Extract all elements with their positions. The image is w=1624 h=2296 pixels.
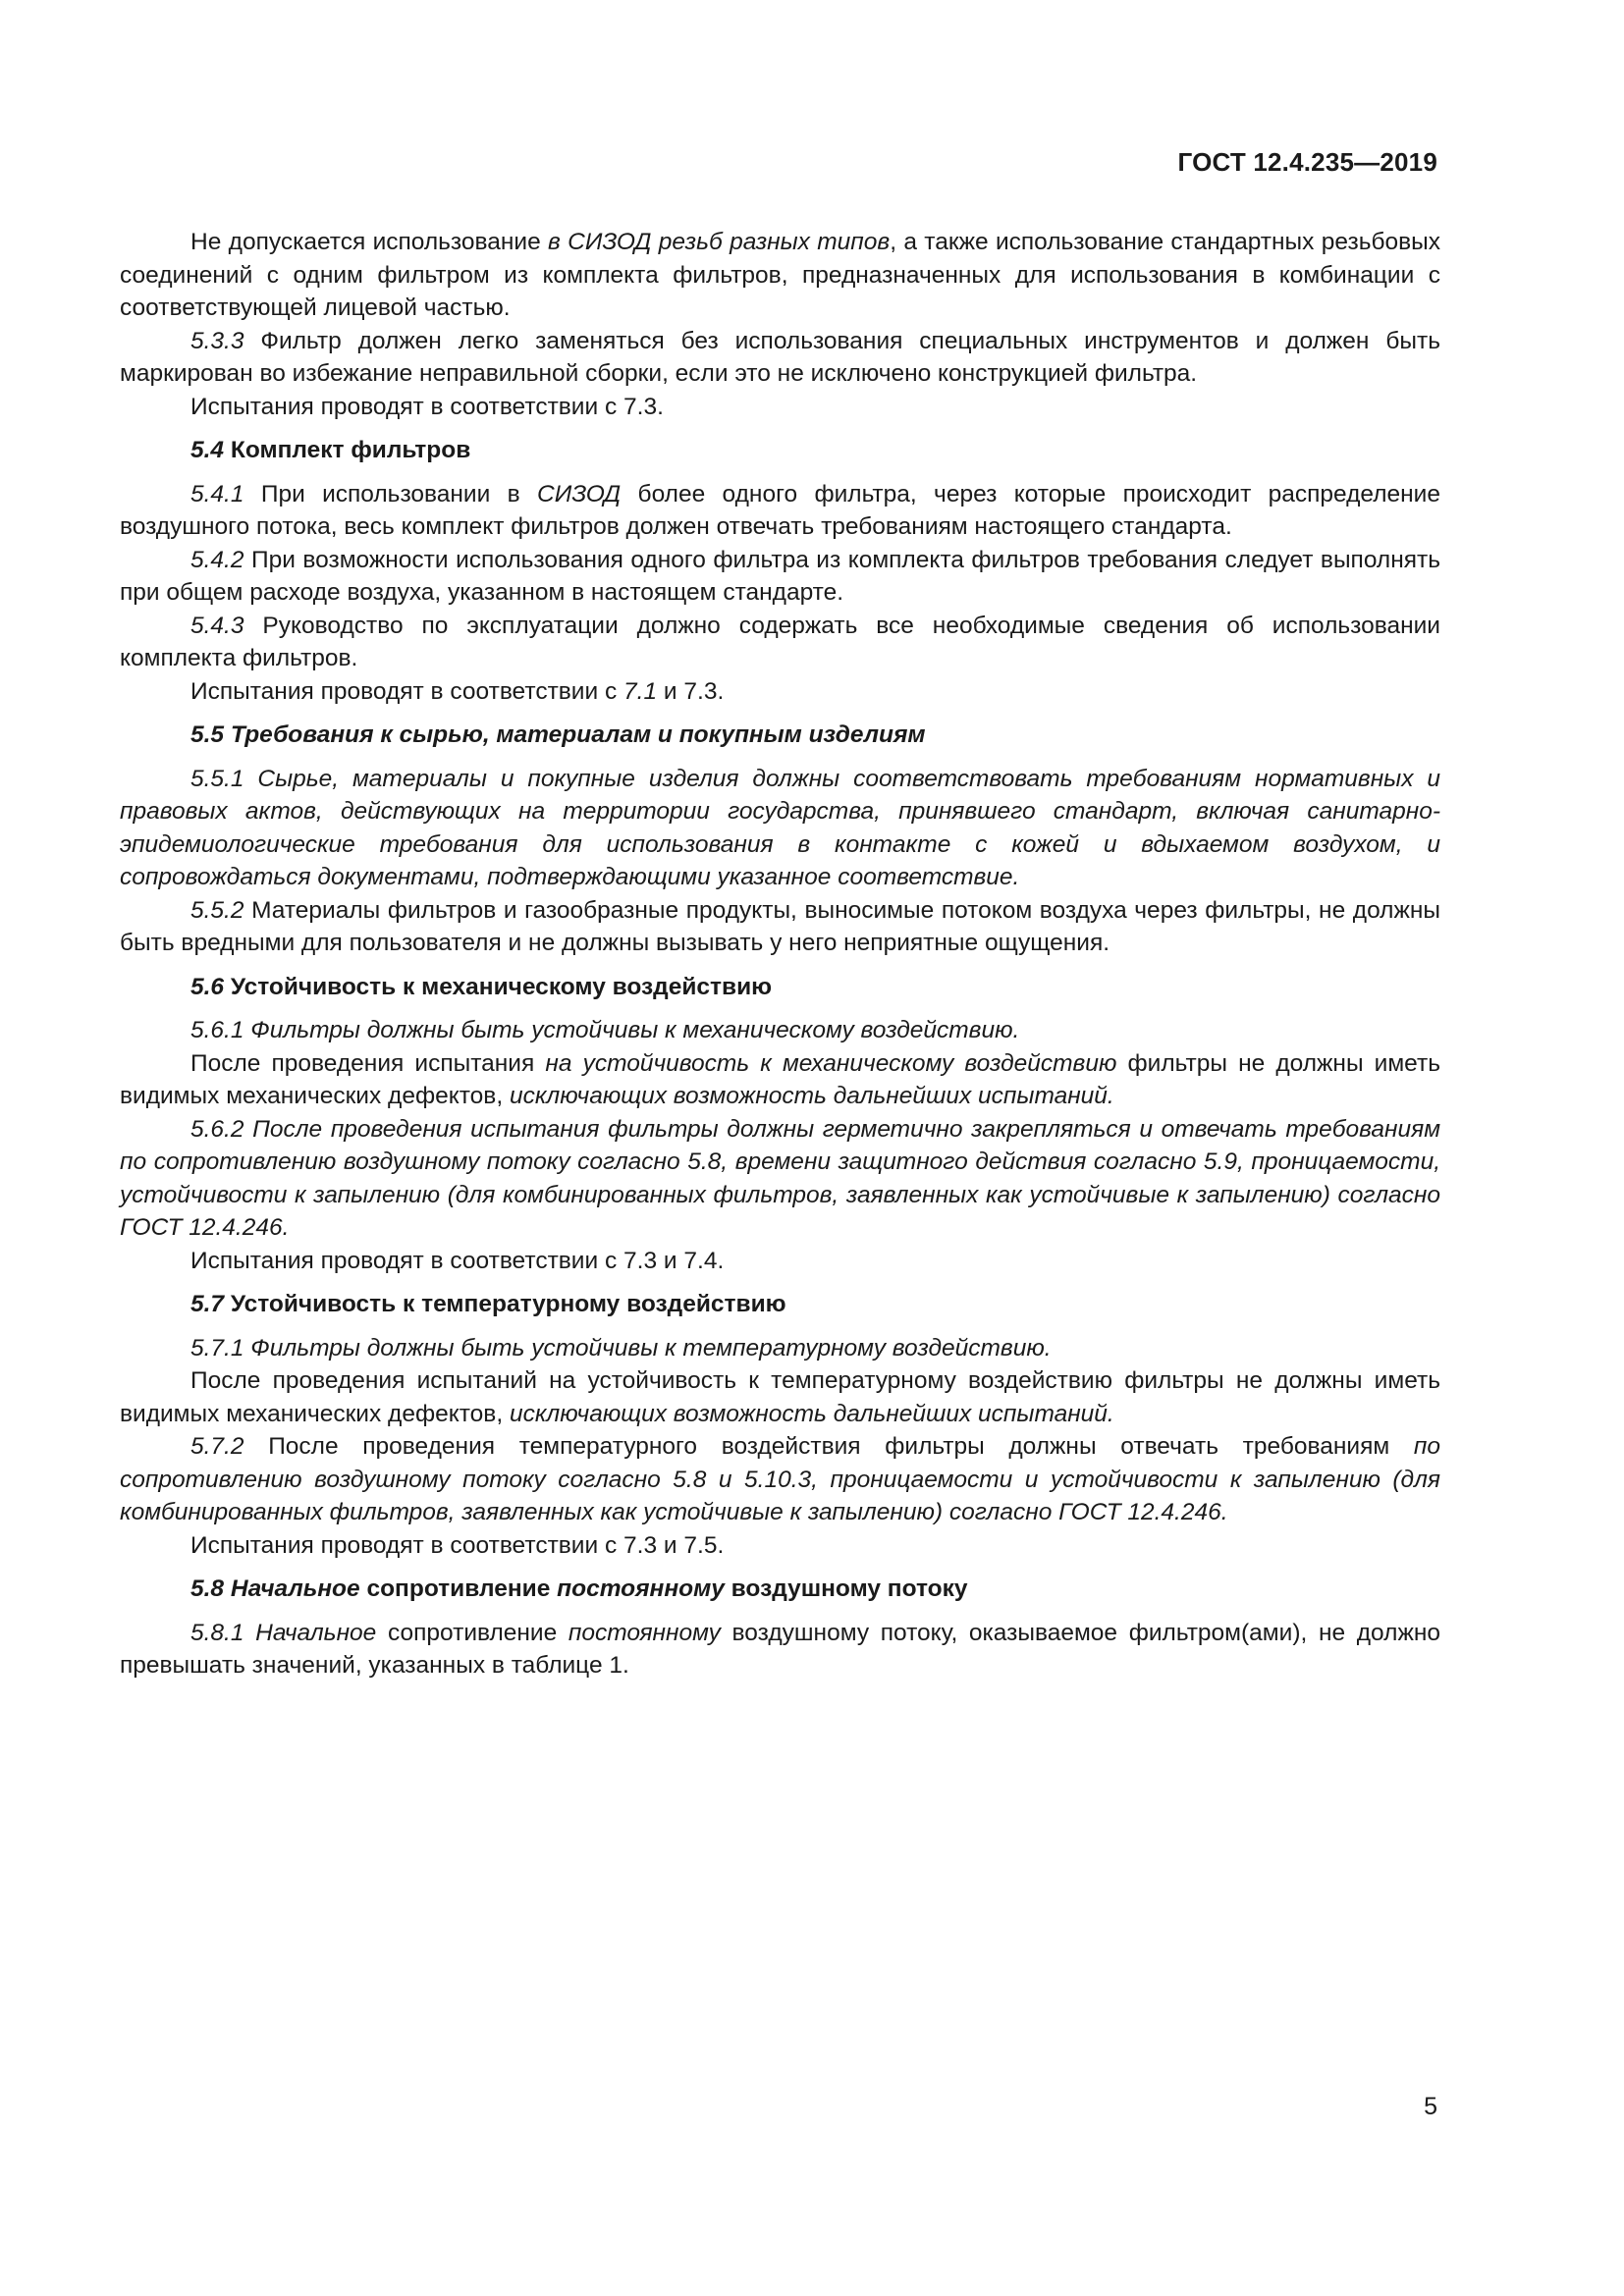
paragraph-threads: [120, 226, 1440, 325]
text-run: Руководство по эксплуатации должно содержать все необходимые сведения об использовании комплекта фильтров.: [120, 612, 1440, 671]
heading-text: Устойчивость к механическому воздействию: [224, 973, 773, 1000]
text-run: После проведения испытания: [190, 1049, 546, 1077]
heading-text: Комплект фильтров: [224, 437, 471, 463]
clause-number: 5.4.1: [190, 480, 244, 507]
heading-text: воздушному потоку: [724, 1575, 968, 1602]
heading-5-4: [190, 434, 1440, 467]
text-run: воздушному потоку, оказываемое фильтром(ами), не должно превышать значений, указанных в таблице 1.: [120, 1619, 1440, 1679]
paragraph-tests-7-5: Испытания проводят в соответствии с 7.3 и 7.5.: [190, 1531, 725, 1559]
text-run-italic: 7.1: [623, 677, 658, 705]
heading-5-6: [190, 971, 1440, 1004]
clause-number: 5.4.3: [190, 612, 244, 639]
text-run: Фильтр должен легко заменяться без использования специальных инструментов и должен быть маркирован во избежание неправильной сборки, если это не исключено конструкцией фильтра.: [120, 327, 1440, 387]
text-run-italic: 5.6.1 Фильтры должны быть устойчивы к механическому воздействию.: [190, 1017, 1020, 1043]
paragraph-5-4-3: [120, 610, 1440, 675]
paragraph-tests-7-3: Испытания проводят в соответствии с 7.3.: [190, 393, 664, 420]
paragraph-temp-after: [120, 1364, 1440, 1430]
text-run-italic: 5.7.1 Фильтры должны быть устойчивы к температурному воздействию.: [190, 1334, 1052, 1362]
clause-number: 5.7.2: [190, 1433, 244, 1460]
paragraph-mech-after: [120, 1047, 1440, 1113]
text-run: Не допускается использование: [190, 229, 549, 255]
heading-text-italic: Начальное: [230, 1575, 360, 1602]
heading-number: 5.8: [190, 1575, 225, 1602]
heading-5-8: [190, 1573, 1440, 1606]
paragraph-5-6-2: [120, 1113, 1440, 1245]
clause-number: 5.4.2: [190, 546, 244, 573]
heading-text: Устойчивость к температурному воздействию: [224, 1291, 786, 1317]
text-run: После проведения температурного воздействия фильтры должны отвечать требованиям: [244, 1433, 1414, 1460]
text-run-italic: 5.5.1 Сырье, материалы и покупные изделия должны соответствовать требованиям нормативных и правовых актов, действующих на территории государства, принявшего стандарт, включая санитарно-эпидемиологические требования для использования в контакте с кожей и вдыхаемом воздухом, и сопровождаться документами, подтверждающими указанное соответствие.: [120, 765, 1440, 890]
text-run: При возможности использования одного фильтра из комплекта фильтров требования следует выполнять при общем расходе воздуха, указанном в настоящем стандарте.: [120, 546, 1440, 606]
clause-number: 5.3.3: [190, 327, 244, 354]
heading-text: сопротивление: [359, 1575, 558, 1602]
text-run: Материалы фильтров и газообразные продукты, выносимые потоком воздуха через фильтры, не должны быть вредными для пользователя и не должны вызывать у него неприятные ощущения.: [120, 896, 1440, 956]
document-body: [120, 226, 1440, 1682]
page-number: 5: [1424, 2093, 1437, 2120]
text-run: При использовании в: [244, 480, 537, 507]
paragraph-tests-7-4: Испытания проводят в соответствии с 7.3 и 7.4.: [190, 1247, 725, 1274]
text-run: , а также использование стандартных резьбовых соединений с одним фильтром из комплекта фильтров, предназначенных для использования в комбинации с соответствующей лицевой частью.: [120, 229, 1440, 321]
paragraph-5-6-1: [120, 1014, 1440, 1047]
text-run: Испытания проводят в соответствии с: [190, 677, 624, 705]
text-run-italic: по сопротивлению воздушному потоку согласно 5.8 и 5.10.3, проницаемости и устойчивости к запылению (для комбинированных фильтров, заявленных как устойчивые к запылению) согласно ГОСТ 12.4.246.: [120, 1433, 1440, 1525]
text-run-italic: 5.6.2 После проведения испытания фильтры должны герметично закрепляться и отвечать требованиям по сопротивлению воздушному потоку согласно 5.8, времени защитного действия согласно 5.9, проницаемости, устойчивости к запылению (для комбинированных фильтров, заявленных как устойчивые к запылению) согласно ГОСТ 12.4.246.: [120, 1115, 1440, 1241]
heading-text: 5.5 Требования к сырью, материалам и покупным изделиям: [190, 721, 926, 748]
heading-number: 5.6: [190, 973, 225, 1000]
text-run-italic: на устойчивость к механическому воздействию: [545, 1049, 1117, 1077]
paragraph-5-5-1: [120, 763, 1440, 894]
text-run-italic: исключающих возможность дальнейших испытаний.: [509, 1400, 1114, 1427]
text-run-italic: исключающих возможность дальнейших испытаний.: [509, 1083, 1114, 1109]
paragraph-5-7-2: [120, 1430, 1440, 1529]
heading-number: 5.7: [190, 1291, 225, 1317]
heading-5-5: [190, 719, 1440, 752]
paragraph-5-7-1: [120, 1332, 1440, 1365]
standard-code: ГОСТ 12.4.235—2019: [1177, 147, 1437, 177]
text-run: более одного фильтра, через которые происходит распределение воздушного потока, весь комплект фильтров должен отвечать требованиям настоящего стандарта.: [120, 480, 1440, 540]
text-run: и 7.3.: [657, 677, 725, 705]
clause-number: 5.5.2: [190, 896, 244, 924]
paragraph-5-3-3: [120, 325, 1440, 391]
text-run-italic: постоянному: [568, 1619, 721, 1646]
heading-number: 5.4: [190, 437, 225, 463]
paragraph-5-4-2: [120, 544, 1440, 610]
clause-number: 5.8.1: [190, 1619, 244, 1646]
paragraph-5-4-1: [120, 478, 1440, 544]
text-run: фильтры не должны иметь видимых механических дефектов,: [120, 1049, 1440, 1109]
text-run-italic: СИЗОД: [537, 480, 622, 507]
heading-text-italic: постоянному: [557, 1575, 725, 1602]
text-run: сопротивление: [376, 1619, 568, 1646]
paragraph-tests-7-1: [120, 675, 1440, 709]
paragraph-5-8-1: [120, 1617, 1440, 1682]
heading-5-7: [190, 1288, 1440, 1321]
text-run-italic: Начальное: [255, 1619, 377, 1646]
text-run-italic: в СИЗОД резьб разных типов: [548, 229, 891, 255]
text-run: После проведения испытаний на устойчивость к температурному воздействию фильтры не должны иметь видимых механических дефектов,: [120, 1367, 1440, 1427]
paragraph-5-5-2: [120, 894, 1440, 960]
